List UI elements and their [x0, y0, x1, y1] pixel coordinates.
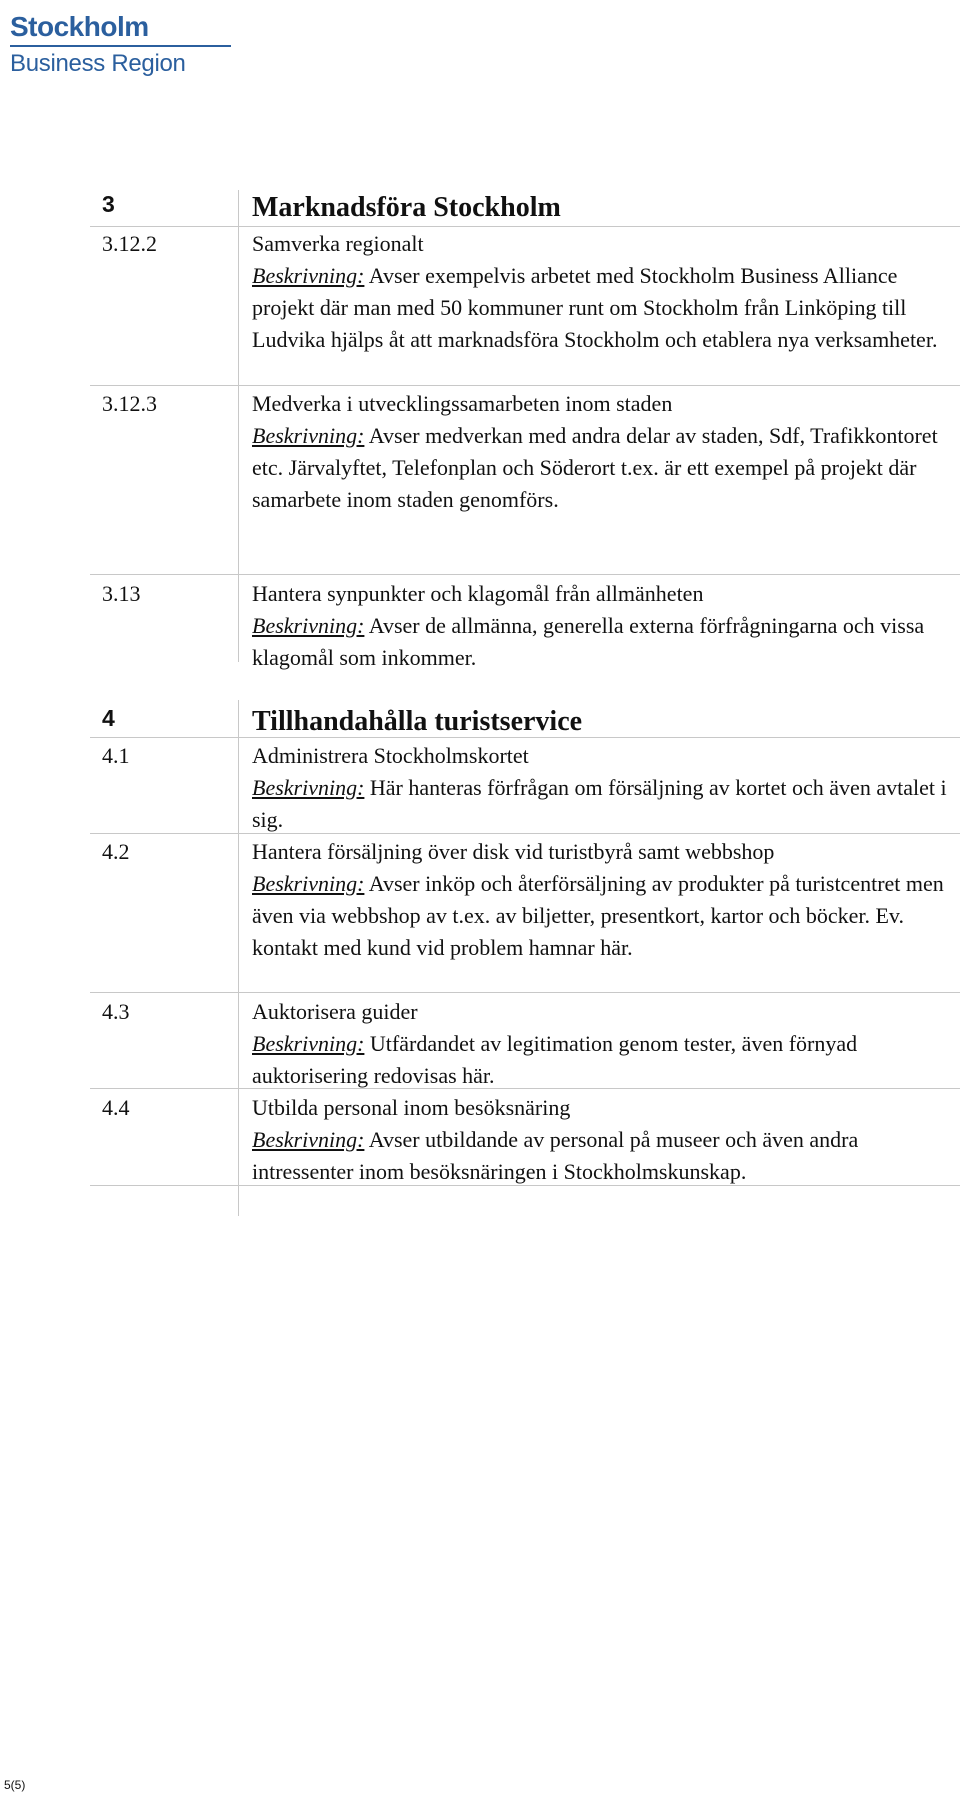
description-label: Beskrivning:	[252, 423, 365, 448]
item-description	[252, 420, 952, 516]
item-number: 4.3	[102, 999, 130, 1024]
stockholm-business-region-logo	[10, 12, 231, 78]
description-label: Beskrivning:	[252, 775, 365, 800]
item-title: Hantera synpunkter och klagomål från allmänheten	[252, 581, 704, 606]
item-number: 4.1	[102, 743, 130, 768]
section-4	[90, 702, 960, 1184]
description-text: Avser inköp och återförsäljning av produkter på turistcentret men även via webbshop av t.ex. av biljetter, presentkort, kartor och böcker. Ev. kontakt med kund vid problem hamnar här.	[252, 871, 944, 960]
logo-text-business-region: Business Region	[10, 50, 186, 77]
item-content	[252, 1092, 952, 1188]
logo-text-stockholm: Stockholm	[10, 11, 149, 42]
description-text: Avser utbildande av personal på museer och även andra intressenter inom besöksnäringen i Stockholmskunskap.	[252, 1127, 859, 1184]
section-title: Marknadsföra Stockholm	[252, 192, 561, 223]
description-label: Beskrivning:	[252, 1031, 365, 1056]
item-content	[252, 228, 952, 356]
item-description	[252, 610, 952, 674]
item-description	[252, 772, 952, 836]
item-title: Administrera Stockholmskortet	[252, 743, 529, 768]
item-title: Auktorisera guider	[252, 999, 418, 1024]
item-description	[252, 1028, 952, 1092]
description-text: Här hanteras förfrågan om försäljning av kortet och även avtalet i sig.	[252, 775, 947, 832]
page-number: 5(5)	[4, 1778, 26, 1792]
section-number: 3	[102, 191, 115, 217]
item-title: Hantera försäljning över disk vid turistbyrå samt webbshop	[252, 839, 775, 864]
logo-rule	[10, 45, 231, 47]
description-label: Beskrivning:	[252, 871, 365, 896]
section-title: Tillhandahålla turistservice	[252, 706, 583, 737]
description-text: Utfärdandet av legitimation genom tester, även förnyad auktorisering redovisas här.	[252, 1031, 858, 1088]
item-title: Samverka regionalt	[252, 231, 424, 256]
item-content	[252, 740, 952, 836]
item-number: 4.4	[102, 1095, 130, 1120]
item-number: 3.12.2	[102, 231, 157, 256]
item-number: 4.2	[102, 839, 130, 864]
section-number: 4	[102, 705, 115, 731]
item-title: Medverka i utvecklingssamarbeten inom staden	[252, 391, 673, 416]
description-label: Beskrivning:	[252, 1127, 365, 1152]
description-text: Avser de allmänna, generella externa förfrågningarna och vissa klagomål som inkommer.	[252, 613, 925, 670]
item-title: Utbilda personal inom besöksnäring	[252, 1095, 571, 1120]
item-description	[252, 868, 952, 964]
item-description	[252, 260, 952, 356]
description-label: Beskrivning:	[252, 263, 365, 288]
section-3	[90, 188, 960, 668]
item-content	[252, 388, 952, 516]
description-text: Avser exempelvis arbetet med Stockholm Business Alliance projekt där man med 50 kommuner runt om Stockholm från Linköping till Ludvika hjälps åt att marknadsföra Stockholm och etablera nya verksamheter.	[252, 263, 938, 352]
item-content	[252, 836, 952, 964]
item-content	[252, 578, 952, 674]
item-description	[252, 1124, 952, 1188]
item-content	[252, 996, 952, 1092]
description-label: Beskrivning:	[252, 613, 365, 638]
item-number: 3.13	[102, 581, 141, 606]
item-number: 3.12.3	[102, 391, 157, 416]
description-text: Avser medverkan med andra delar av staden, Sdf, Trafikkontoret etc. Järvalyftet, Telefonplan och Söderort t.ex. är ett exempel på projekt där samarbete inom staden genomförs.	[252, 423, 938, 512]
